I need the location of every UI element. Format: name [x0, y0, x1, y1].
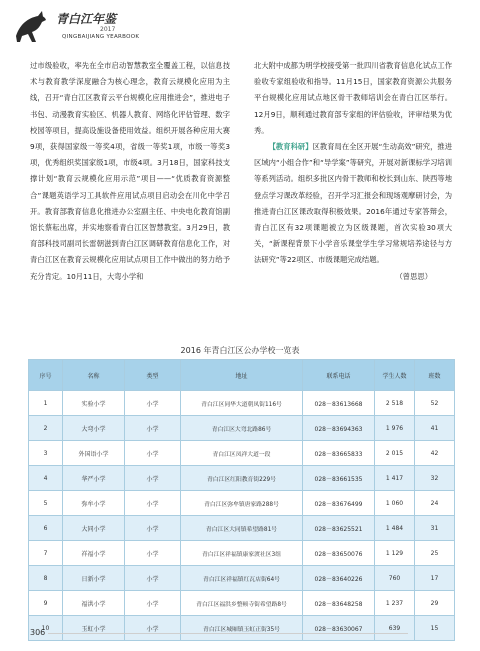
cell-address: 青白江区凤祥大道一段	[181, 441, 303, 466]
cell-type: 小学	[125, 441, 181, 466]
cell-name: 大弯小学	[63, 416, 125, 441]
cell-address: 青白江区祥福镇康家渡社区3组	[181, 541, 303, 566]
cell-classes: 41	[415, 416, 455, 441]
cell-phone: 028－83665833	[303, 441, 375, 466]
cell-index: 5	[29, 491, 63, 516]
cell-address: 青白江区祥福镇红瓦店街64号	[181, 566, 303, 591]
cell-index: 7	[29, 541, 63, 566]
section-tag-research: 【教育科研】	[268, 142, 313, 152]
logo-year: 2017	[100, 26, 116, 33]
cell-index: 6	[29, 516, 63, 541]
cell-students: 1 484	[375, 516, 415, 541]
cell-type: 小学	[125, 591, 181, 616]
table-row	[29, 416, 455, 441]
cell-index: 10	[29, 616, 63, 641]
author-signature: （曾思思）	[395, 271, 432, 281]
right-paragraph-1: 北大附中成都为明学校接受第一批四川省教育信息化试点工作验收专家组验收和指导。11月15日，国家教育资源公共服务平台规模化应用试点地区骨干教师培训会在青白江区举行。12月9日，顺利通过教育部专家组的评估验收，评审结果为优秀。	[254, 61, 452, 135]
cell-type: 小学	[125, 391, 181, 416]
table-row	[29, 491, 455, 516]
cell-phone: 028－83694363	[303, 416, 375, 441]
table-row	[29, 516, 455, 541]
cell-type: 小学	[125, 466, 181, 491]
cell-index: 2	[29, 416, 63, 441]
cell-name: 外国语小学	[63, 441, 125, 466]
cell-students: 2 518	[375, 391, 415, 416]
cell-name: 弥牟小学	[63, 491, 125, 516]
cell-classes: 25	[415, 541, 455, 566]
cell-index: 9	[29, 591, 63, 616]
cell-type: 小学	[125, 541, 181, 566]
cell-name: 祥福小学	[63, 541, 125, 566]
cell-students: 639	[375, 616, 415, 641]
cell-type: 小学	[125, 566, 181, 591]
cell-phone: 028－83650076	[303, 541, 375, 566]
cell-students: 1 129	[375, 541, 415, 566]
header-phone: 联系电话	[303, 360, 375, 391]
table-header-row	[29, 360, 455, 391]
cell-type: 小学	[125, 516, 181, 541]
cell-phone: 028－83661535	[303, 466, 375, 491]
cell-name: 实验小学	[63, 391, 125, 416]
header-students: 学生人数	[375, 360, 415, 391]
school-table	[28, 359, 455, 641]
table-row	[29, 466, 455, 491]
cell-classes: 17	[415, 566, 455, 591]
left-paragraph: 过市级验收，率先在全市启动智慧教室全覆盖工程，以信息技术与教育教学深度融合为核心理念，教育云规模化应用为主线，召开“青白江区教育云平台规模化应用推进会”，推进电子书包、动漫教育实验区、机器人教育、网络化评估管理、数字校园等项目，提高设施设备使用效益。组织开展各种应用大赛9项，获得国家级一等奖4项，省级一等奖1项，市级一等奖3项，优秀组织奖国家级1项，市级4项。3月18日，国家科技支撑计划“教育云规模化应用示范”项目——“优质教育资源整合”课题英语学习工具软件应用试点项目启动会在川化中学召开。教育部教育信息化推进办公室副主任、中央电化教育馆副馆长蔡耘出席，并实地察看青白江区智慧教室。3月29日，教育部科技司副司长雷朝滋到青白江区调研教育信息化工作，对青白江区在教育云规模化应用试点项目工作中做出的努力给予充分肯定。10月11日，大弯小学和	[30, 61, 230, 281]
table-row	[29, 616, 455, 641]
cell-phone: 028－83648258	[303, 591, 375, 616]
cell-phone: 028－83640226	[303, 566, 375, 591]
cell-index: 8	[29, 566, 63, 591]
cell-students: 1 237	[375, 591, 415, 616]
cell-type: 小学	[125, 416, 181, 441]
left-text-column	[30, 58, 230, 285]
cell-classes: 29	[415, 591, 455, 616]
page-number: 306	[30, 628, 46, 637]
logo-title: 青白江年鉴	[56, 12, 117, 26]
header-type: 类型	[125, 360, 181, 391]
logo-english: QINGBAIJIANG YEARBOOK	[62, 34, 140, 40]
cell-students: 760	[375, 566, 415, 591]
horse-logo-icon	[12, 10, 52, 44]
right-text-column	[254, 58, 452, 285]
table-row	[29, 541, 455, 566]
cell-classes: 52	[415, 391, 455, 416]
cell-name: 福洪小学	[63, 591, 125, 616]
cell-address: 青白江区城厢镇玉虹正街35号	[181, 616, 303, 641]
table-row	[29, 591, 455, 616]
cell-address: 青白江区同华大道朝凤街116号	[181, 391, 303, 416]
cell-address: 青白江区大弯北路86号	[181, 416, 303, 441]
research-text: 区教育局在全区开展“生动高效”研究，推进区域内“小组合作”和“导学案”等研究，开展对新课标学习培训等系列活动。组织多批区内骨干教师和校长到山东、陕西等地登点学习课改革经验，召开学习汇报会和现场观摩研讨会，为推进青白江区课改取得积极效果。2016年通过专家答辩会，青白江区有32项课题被立为区级课题，首次实验30项大关，“新课程背景下小学音乐课堂学生学习常规培养途径与方法研究”等22项区、市级课题完成结题。	[254, 142, 453, 265]
header-index: 序号	[29, 360, 63, 391]
cell-students: 1 976	[375, 416, 415, 441]
cell-students: 1 417	[375, 466, 415, 491]
cell-name: 日新小学	[63, 566, 125, 591]
cell-phone: 028－83676499	[303, 491, 375, 516]
cell-index: 1	[29, 391, 63, 416]
cell-address: 青白江区大同镇希望路81号	[181, 516, 303, 541]
table-row	[29, 566, 455, 591]
cell-classes: 24	[415, 491, 455, 516]
cell-name: 大同小学	[63, 516, 125, 541]
cell-phone: 028－83630067	[303, 616, 375, 641]
cell-students: 1 060	[375, 491, 415, 516]
cell-index: 3	[29, 441, 63, 466]
cell-classes: 15	[415, 616, 455, 641]
header-name: 名称	[63, 360, 125, 391]
footer-divider	[48, 633, 408, 634]
cell-address: 青白江区红阳教育街229号	[181, 466, 303, 491]
cell-classes: 32	[415, 466, 455, 491]
cell-address: 青白江区弥牟镇唐家路288号	[181, 491, 303, 516]
cell-address: 青白江区福洪乡整顿寺街希望路8号	[181, 591, 303, 616]
table-row	[29, 391, 455, 416]
cell-name: 玉虹小学	[63, 616, 125, 641]
research-paragraph	[254, 139, 452, 269]
cell-students: 2 015	[375, 441, 415, 466]
cell-phone: 028－83613668	[303, 391, 375, 416]
cell-index: 4	[29, 466, 63, 491]
header-address: 地址	[181, 360, 303, 391]
cell-name: 华严小学	[63, 466, 125, 491]
yearbook-header	[4, 6, 204, 50]
cell-type: 小学	[125, 616, 181, 641]
cell-classes: 31	[415, 516, 455, 541]
header-classes: 班数	[415, 360, 455, 391]
cell-type: 小学	[125, 491, 181, 516]
table-row	[29, 441, 455, 466]
cell-phone: 028－83625521	[303, 516, 375, 541]
cell-classes: 42	[415, 441, 455, 466]
table-title: 2016 年青白江区公办学校一览表	[180, 346, 300, 355]
